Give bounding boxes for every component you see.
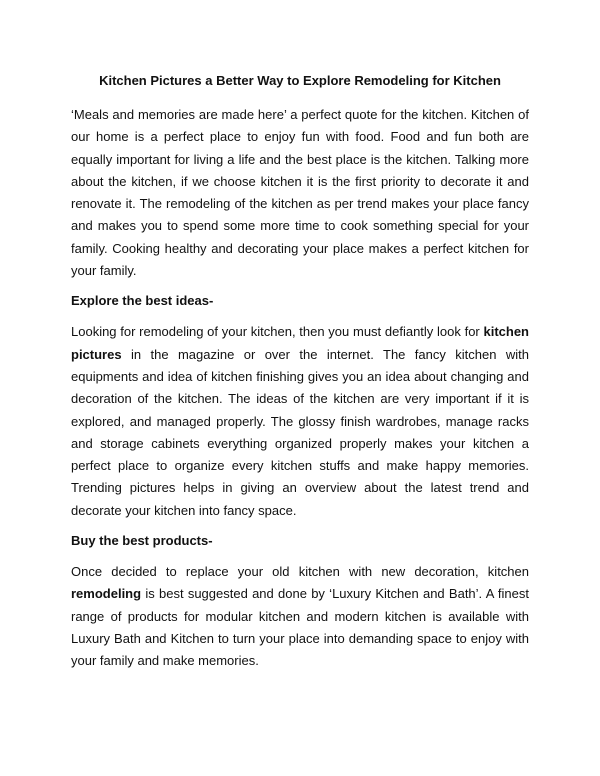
ideas-text-end: in the magazine or over the internet. The fancy kitchen with equipments and idea of kitchen finishing gives you an idea about changing and decoration of the kitchen. The ideas of the kitchen are very important if it is explored, and managed properly. The glossy finish wardrobes, manage racks and storage cabinets everything organized properly makes your kitchen a perfect place to organize every kitchen stuffs and make happy memories. Trending pictures helps in giving an overview about the latest trend and decorate your kitchen into fancy space.	[71, 346, 529, 518]
section-heading-ideas: Explore the best ideas-	[71, 293, 214, 309]
products-paragraph	[71, 561, 529, 672]
ideas-text-start: Looking for remodeling of your kitchen, then you must defiantly look for	[71, 324, 484, 340]
document-title: Kitchen Pictures a Better Way to Explore Remodeling for Kitchen	[99, 73, 501, 88]
products-text-end: is best suggested and done by ‘Luxury Kitchen and Bath’. A finest range of products for modular kitchen and modern kitchen is available with Luxury Bath and Kitchen to turn your place into demanding space to enjoy with your family and make memories.	[71, 586, 529, 669]
products-bold-keyword: remodeling	[71, 586, 142, 602]
intro-paragraph: ‘Meals and memories are made here’ a perfect quote for the kitchen. Kitchen of our home is a perfect place to enjoy fun with food. Food and fun both are equally important for living a life and the best place is the kitchen. Talking more about the kitchen, if we choose kitchen it is the first priority to decorate it and renovate it. The remodeling of the kitchen as per trend makes your place fancy and makes you to spend some more time to cook something special for your family. Cooking healthy and decorating your place makes a perfect kitchen for your family.	[71, 107, 529, 279]
ideas-bold-keyword: kitchen pictures	[71, 324, 529, 362]
section-heading-products: Buy the best products-	[71, 533, 213, 549]
ideas-paragraph	[71, 321, 529, 522]
products-text-start: Once decided to replace your old kitchen with new decoration, kitchen	[71, 564, 529, 580]
